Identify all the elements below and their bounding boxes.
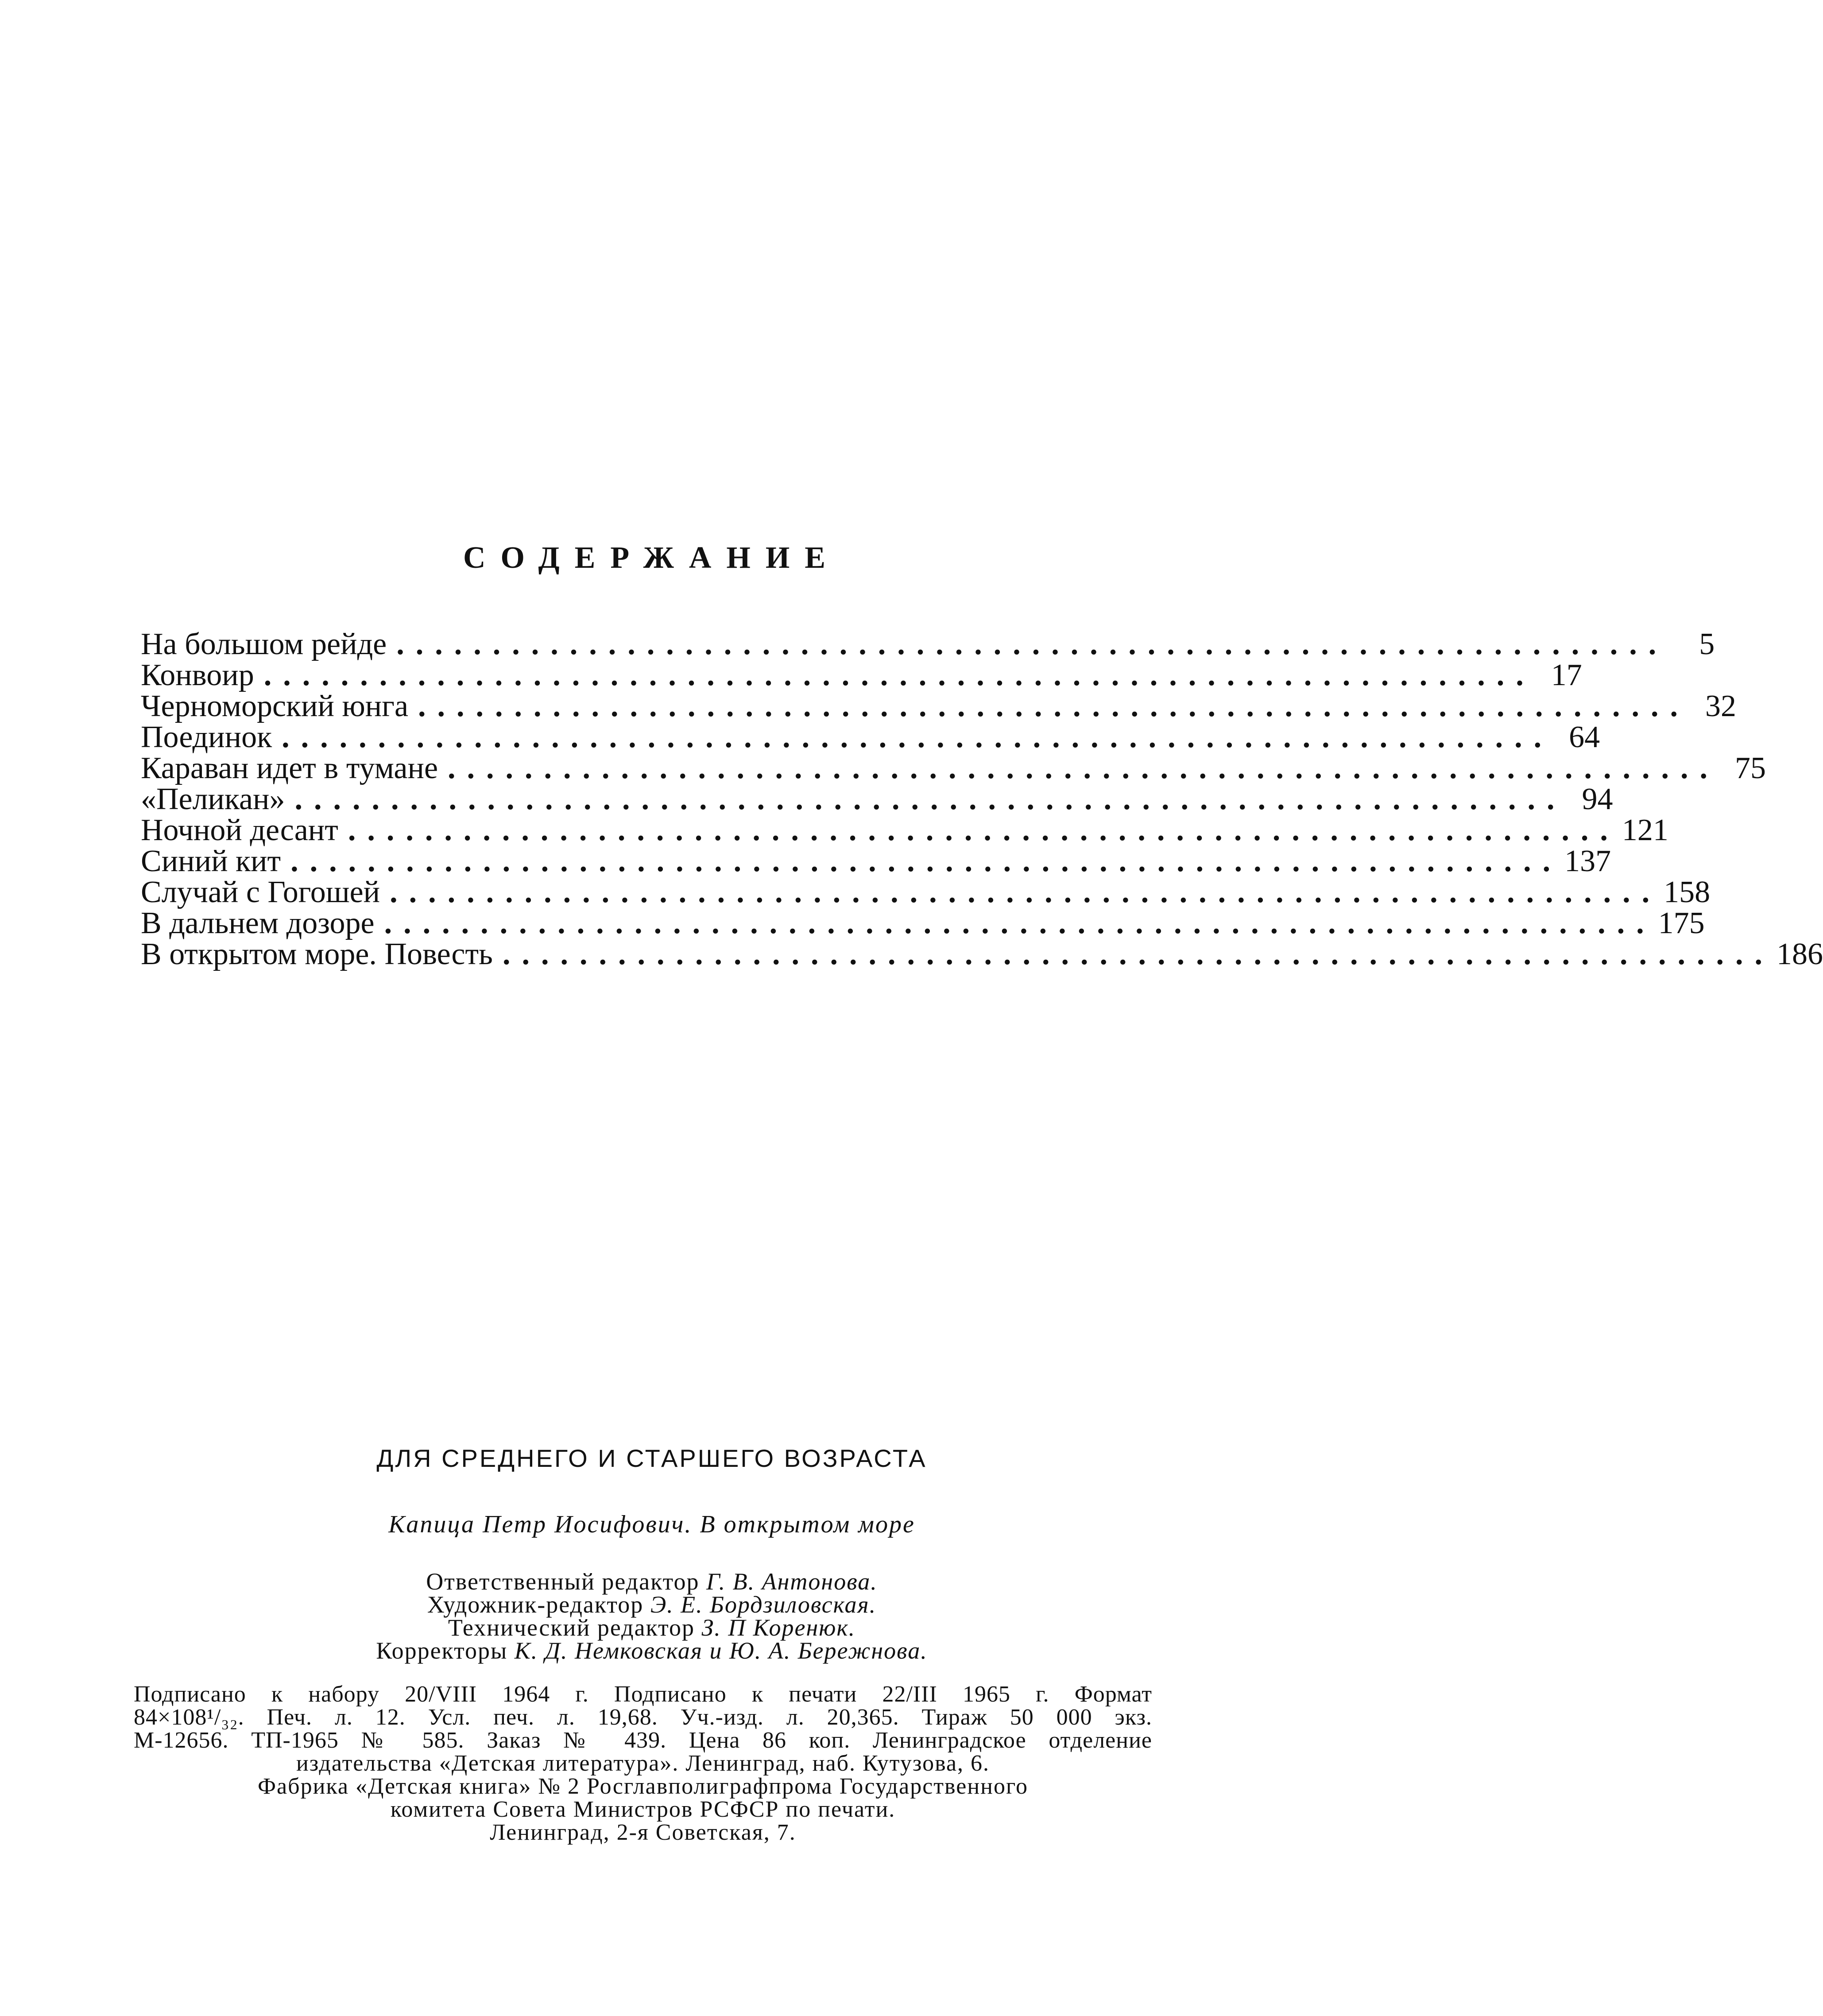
toc-entry-page: 17 (1551, 658, 1582, 692)
publication-line: 84×108¹/₃₂. Печ. л. 12. Усл. печ. л. 19,68. Уч.-изд. л. 20,365. Тираж 50 000 экз. (134, 1705, 1152, 1730)
dot-leader: .................................................................. (418, 689, 1690, 723)
toc-entry (141, 844, 1611, 878)
dot-leader: .................................................................. (390, 875, 1661, 909)
dot-leader: .................................................................. (384, 906, 1656, 940)
toc-entry (141, 813, 1668, 847)
toc-entry (141, 658, 1582, 692)
toc-entry-title: Случай с Гогошей (141, 875, 380, 909)
publication-line: Фабрика «Детская книга» № 2 Росглавполиграфпрома Государственного (257, 1774, 1029, 1799)
toc-entry (141, 937, 1823, 971)
toc-entry (141, 627, 1715, 661)
credit-role: Корректоры (376, 1637, 508, 1664)
toc-entry-title: Черноморский юнга (141, 689, 409, 723)
toc-entry-page: 121 (1622, 813, 1668, 847)
toc-entry (141, 875, 1711, 909)
toc-entry-page: 186 (1777, 937, 1823, 971)
dot-leader: .................................................................. (290, 844, 1562, 878)
toc-entry-title: В открытом море. Повесть (141, 937, 493, 971)
toc-entry-title: На большом рейде (141, 627, 387, 661)
toc-entry-page: 5 (1699, 627, 1715, 661)
toc-entry-page: 64 (1569, 720, 1600, 754)
toc-entry-title: Поединок (141, 720, 272, 754)
dot-leader: .................................................................. (294, 782, 1566, 816)
credit-line (0, 1593, 1304, 1616)
credit-name: З. П Коренюк. (701, 1614, 856, 1641)
credit-line (0, 1616, 1304, 1639)
publication-line: Подписано к набору 20/VIII 1964 г. Подписано к печати 22/III 1965 г. Формат (134, 1682, 1152, 1707)
toc-entry-page: 94 (1582, 782, 1613, 816)
credit-role: Технический редактор (448, 1614, 695, 1641)
credit-line (0, 1639, 1304, 1662)
toc-entry-page: 75 (1735, 751, 1766, 785)
toc-entry-title: Синий кит (141, 844, 281, 878)
credit-role: Ответственный редактор (426, 1568, 700, 1595)
credit-role: Художник-редактор (427, 1591, 644, 1618)
toc-entry (141, 689, 1737, 723)
toc-entry-page: 158 (1664, 875, 1711, 909)
toc-entry-title: Ночной десант (141, 813, 338, 847)
dot-leader: .................................................................. (282, 720, 1553, 754)
dot-leader: .................................................................. (348, 813, 1619, 847)
table-of-contents (141, 627, 1823, 971)
publication-line: Ленинград, 2-я Советская, 7. (490, 1820, 796, 1845)
contents-title: СОДЕРЖАНИЕ (463, 541, 840, 575)
toc-entry (141, 906, 1705, 940)
publication-line: комитета Совета Министров РСФСР по печати. (390, 1797, 896, 1822)
publication-details (134, 1683, 1152, 1844)
credit-name: К. Д. Немковская и Ю. А. Бережнова. (514, 1637, 928, 1664)
toc-entry-title: Караван идет в тумане (141, 751, 438, 785)
toc-entry-page: 137 (1564, 844, 1611, 878)
dot-leader: .................................................................. (396, 627, 1668, 661)
author-title-line: Капица Петр Иосифович. В открытом море (388, 1511, 915, 1538)
toc-entry-title: В дальнем дозоре (141, 906, 375, 940)
toc-entry-title: Конвоир (141, 658, 254, 692)
toc-entry (141, 720, 1600, 754)
publication-line: издательства «Детская литература». Ленинград, наб. Кутузова, 6. (296, 1751, 990, 1776)
dot-leader: .................................................................. (448, 751, 1719, 785)
publication-line: М-12656. ТП-1965 № 585. Заказ № 439. Цена 86 коп. Ленинградское отделение (134, 1728, 1152, 1753)
dot-leader: .................................................................. (503, 937, 1774, 971)
toc-entry-title: «Пеликан» (141, 782, 285, 816)
editorial-credits (0, 1570, 1304, 1662)
toc-entry (141, 751, 1766, 785)
toc-entry-page: 32 (1705, 689, 1737, 723)
toc-entry-page: 175 (1658, 906, 1705, 940)
toc-entry (141, 782, 1613, 816)
credit-name: Э. Е. Бордзиловская. (650, 1591, 877, 1618)
dot-leader: .................................................................. (263, 658, 1535, 692)
credit-name: Г. В. Антонова. (706, 1568, 878, 1595)
credit-line (0, 1570, 1304, 1593)
audience-label: ДЛЯ СРЕДНЕГО И СТАРШЕГО ВОЗРАСТА (376, 1444, 927, 1472)
